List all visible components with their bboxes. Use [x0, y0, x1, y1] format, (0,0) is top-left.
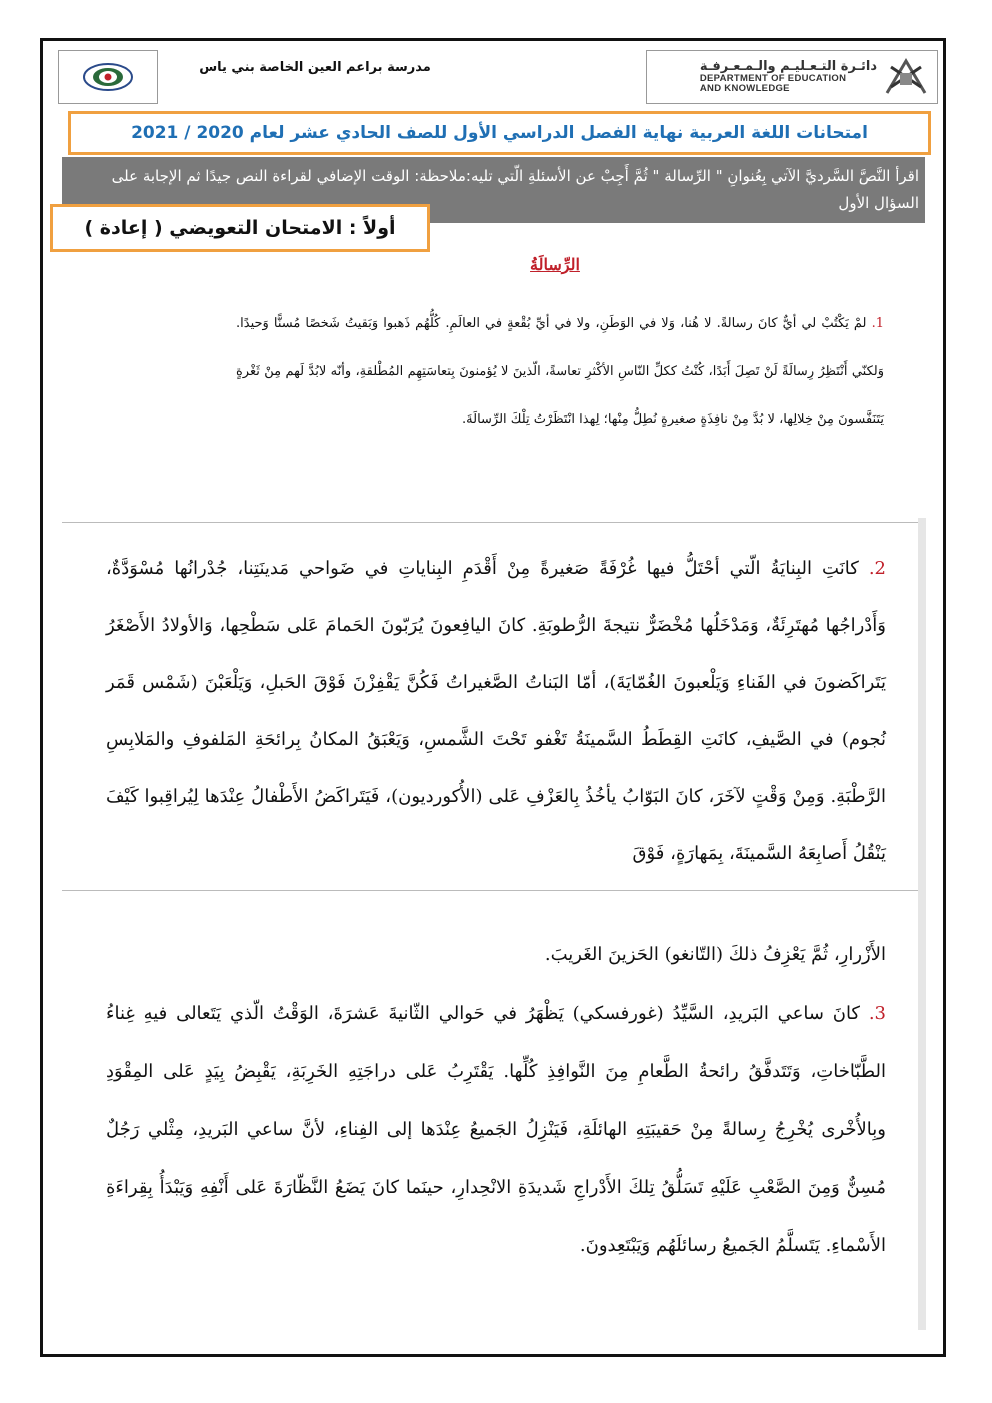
exam-title: امتحانات اللغة العربية نهاية الفصل الدراسي الأول للصف الحادي عشر لعام 2020 / 2021 [131, 123, 868, 143]
paragraph-2-continuation: الأَزْرارِ، ثُمَّ يَعْزِفُ ذلكَ (التّانغو) الحَزينَ الغَريبَ. [544, 944, 886, 965]
paragraph-2 [106, 540, 886, 882]
department-name-ar: دائـرة التـعـليـم والـمـعـرفـة [699, 59, 877, 75]
department-logo [646, 50, 938, 104]
school-name: مدرسة براعم العين الخاصة بني ياس [199, 60, 431, 75]
section-label-box [50, 204, 430, 252]
paragraph-3 [106, 985, 886, 1275]
section-divider [62, 890, 922, 891]
section-label: أولاً : الامتحان التعويضي ( إعادة ) [84, 217, 396, 239]
paragraph-number: 1. [871, 316, 884, 331]
story-title: الرِّسالَةُ [530, 255, 580, 274]
paragraph-text: كانَتِ البِنايَةُ الّتي أحْتَلُّ فيها غُرْفَةً صَغيرةً مِنْ أَقْدَمِ البِناياتِ في ضَواحي مَدينَتِنا، جُدْرانُها مُسْوَدَّةٌ، وَأَدْراجُها مُهتَرِئَةٌ، وَمَدْخَلُها مُخْضَرٌّ نتيجةَ الرُّطوبَةِ. كانَ اليافِعونَ يُرَبّونَ الحَمامَ عَلى سَطْحِها، وَالأولادُ الأَصْغَرُ يَتَراكَضونَ في الفَناءِ وَيَلْعبونَ الغُمّايَةَ)، أمّا البَناتُ الصَّغيراتُ فَكُنَّ يَقْفِزْنَ فَوْقَ الحَبلِ، وَيَلْعَبْنَ (شَمْس قَمَر نُجوم) في الصَّيفِ، كانَتِ القِطَطُ السَّمينَةُ تَغْفو تَحْتَ الشَّمسِ، وَيَعْبَقُ المكانُ بِرائحَةِ المَلفوفِ والمَلابِسِ الرَّطْبَةِ. وَمِنْ وَقْتٍ لآخَرَ، كانَ البَوّابُ يأخُذُ بِالعَزْفِ عَلى (الأُكورديون)، فَيَتَراكَضُ الأَطْفالُ عِنْدَها لِيُراقِبوا كَيْفَ يَنْقُلُ أَصابِعَهُ السَّمينَةَ، بِمَهارَةٍ، فَوْقَ [106, 558, 886, 864]
page-edge-shadow [918, 890, 926, 1330]
school-emblem-icon [82, 62, 134, 92]
department-name-en-line1: DEPARTMENT OF EDUCATION [699, 72, 847, 84]
instruction-banner: اقرأ النَّصَّ السَّرديَّ الآتي بِعُنوانِ " الرِّسالة " ثُمَّ أَجِبْ عن الأسئلةِ الّتي تليه:ملاحظة: الوقت الإضافي لقراءة النص جيدًا ثم الإجابة على السؤال الأول [62, 157, 925, 223]
school-logo [58, 50, 158, 104]
page-edge-shadow [918, 518, 926, 890]
section-divider [62, 522, 922, 523]
department-name-en-line2: AND KNOWLEDGE [699, 82, 790, 94]
exam-title-box [68, 111, 931, 155]
paragraph-number: 2. [868, 558, 886, 579]
paragraph-number: 3. [868, 1003, 886, 1024]
paragraph-text: لمْ يَكْتُبْ لي أيٌّ كانَ رسالةً. لا هُنا، وَلا في الوَطَنِ، ولا في أيِّ بُقْعةٍ في العالَمِ. كُلُّهُم ذَهبوا وَبَقيتُ شَخصًا مُسنًّا وَحيدًا. وَلكنّي أَنْتَظِرُ رِسالَةً لَنْ تَصِلَ أَبَدًا، كُنْتُ ككلِّ النّاسِ الأكْثرِ تعاسةً، الّذينَ لا يُؤمنونَ بِتعاسَتِهِم المُطْلقةِ، وأنّه لابُدَّ لَهم مِنْ ثَغْرةٍ يَتَنَفَّسونَ مِنْ خِلالِها، لا بُدَّ مِنْ نافِذَةٍ صغيرةٍ نُطِلُّ مِنْها؛ لِهذا انْتَظَرْتُ تِلْكَ الرِّسالَةَ. [236, 316, 884, 427]
department-name [700, 60, 877, 94]
emirate-emblem-icon [883, 57, 929, 97]
paragraph-text: كانَ ساعي البَريدِ، السَّيِّدُ (غورفسكي) يَظْهَرُ في حَوالي الثّانيةَ عَشرَةَ، الوَقْتُ الّذي يَتَعالى فيهِ غِناءُ الطَّبّاخاتِ، وَتَتَدفَّقُ رائحةُ الطَّعامِ مِنَ النَّوافِذِ كُلِّها. يَقْتَرِبُ عَلى دراجَتِهِ الخَرِبَةِ، يَقْبِضُ بِيَدٍ عَلى المِقْوَدِ وبِالأُخْرى يُخْرِجُ رِسالةً مِنْ حَقيبَتِهِ الهائلَةِ، فَيَنْزِلُ الجَميعُ عِنْدَها إلى الفِناءِ، لأنَّ ساعي البَريدِ، مِثْلي رَجُلٌ مُسِنٌّ وَمِنَ الصَّعْبِ عَلَيْهِ تَسَلُّقُ تِلكَ الأَدْراجِ شَديدَةِ الانْحِدارِ، حينَما كانَ يَضَعُ النَّظّارَةَ عَلى أَنْفِهِ وَيَبْدَأُ بِقِراءَةِ الأَسْماءِ. يَتَسلَّمُ الجَميعُ رسائلَهُم وَيَبْتَعِدونَ. [106, 1003, 886, 1256]
paragraph-1 [236, 300, 884, 444]
